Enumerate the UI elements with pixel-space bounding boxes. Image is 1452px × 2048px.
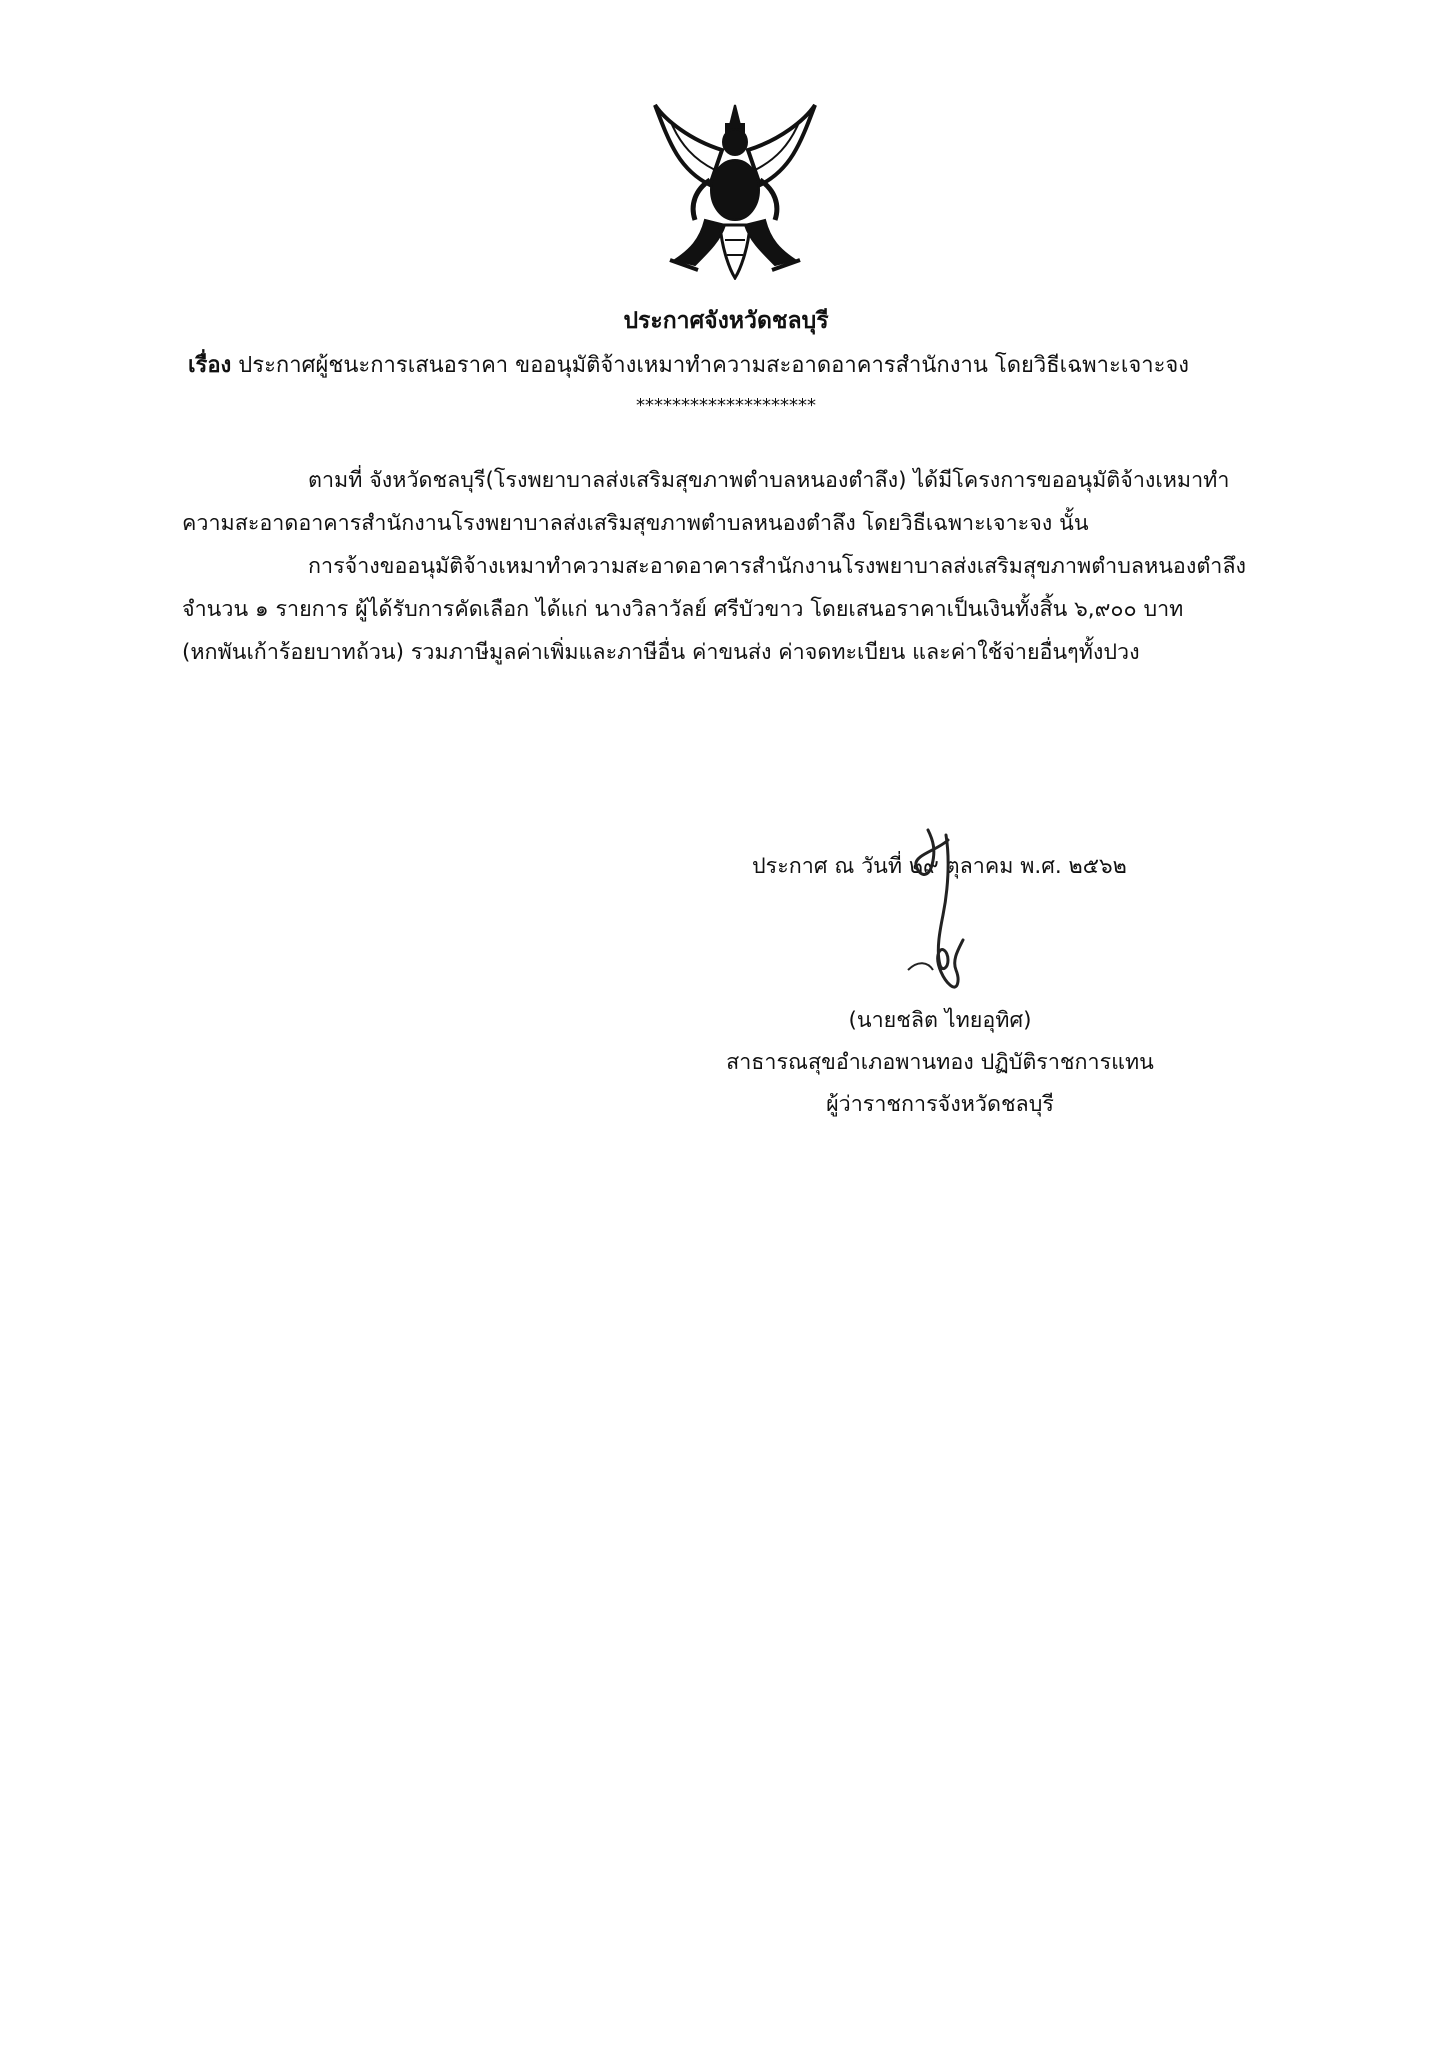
signatory-position: สาธารณสุขอำเภอพานทอง ปฏิบัติราชการแทน <box>726 1050 1154 1075</box>
garuda-emblem-icon <box>650 100 820 280</box>
paragraph-2-line-2: จำนวน ๑ รายการ ผู้ได้รับการคัดเลือก ได้แก่ นางวิลาวัลย์ ศรีบัวขาว โดยเสนอราคาเป็นเงินทั้งสิ้น ๖,๙๐๐ บาท <box>182 597 1184 622</box>
separator: ******************** <box>636 395 816 416</box>
signatory-title: ผู้ว่าราชการจังหวัดชลบุรี <box>826 1092 1054 1117</box>
paragraph-2-line-1: การจ้างขออนุมัติจ้างเหมาทำความสะอาดอาคารสำนักงานโรงพยาบาลส่งเสริมสุขภาพตำบลหนองตำลึง <box>308 554 1247 579</box>
handwritten-signature-icon <box>888 820 998 1010</box>
announcement-date: ประกาศ ณ วันที่ ๒๙ ตุลาคม พ.ศ. ๒๕๖๒ <box>752 854 1127 879</box>
document-title: ประกาศจังหวัดชลบุรี <box>623 308 829 334</box>
paragraph-2-line-3: (หกพันเก้าร้อยบาทถ้วน) รวมภาษีมูลค่าเพิ่มและภาษีอื่น ค่าขนส่ง ค่าจดทะเบียน และค่าใช้จ่ายอื่นๆทั้งปวง <box>182 640 1140 665</box>
paragraph-1-line-2: ความสะอาดอาคารสำนักงานโรงพยาบาลส่งเสริมสุขภาพตำบลหนองตำลึง โดยวิธีเฉพาะเจาะจง นั้น <box>182 511 1089 536</box>
subject-line <box>188 350 1189 382</box>
subject-label: เรื่อง <box>188 353 232 378</box>
signatory-name: (นายชลิต ไทยอุทิศ) <box>848 1008 1032 1033</box>
paragraph-1-line-1: ตามที่ จังหวัดชลบุรี(โรงพยาบาลส่งเสริมสุขภาพตำบลหนองตำลึง) ได้มีโครงการขออนุมัติจ้างเหมาทำ <box>308 468 1230 493</box>
subject-text: ประกาศผู้ชนะการเสนอราคา ขออนุมัติจ้างเหมาทำความสะอาดอาคารสำนักงาน โดยวิธีเฉพาะเจาะจง <box>231 353 1190 378</box>
signatory-block <box>640 1000 1240 1126</box>
